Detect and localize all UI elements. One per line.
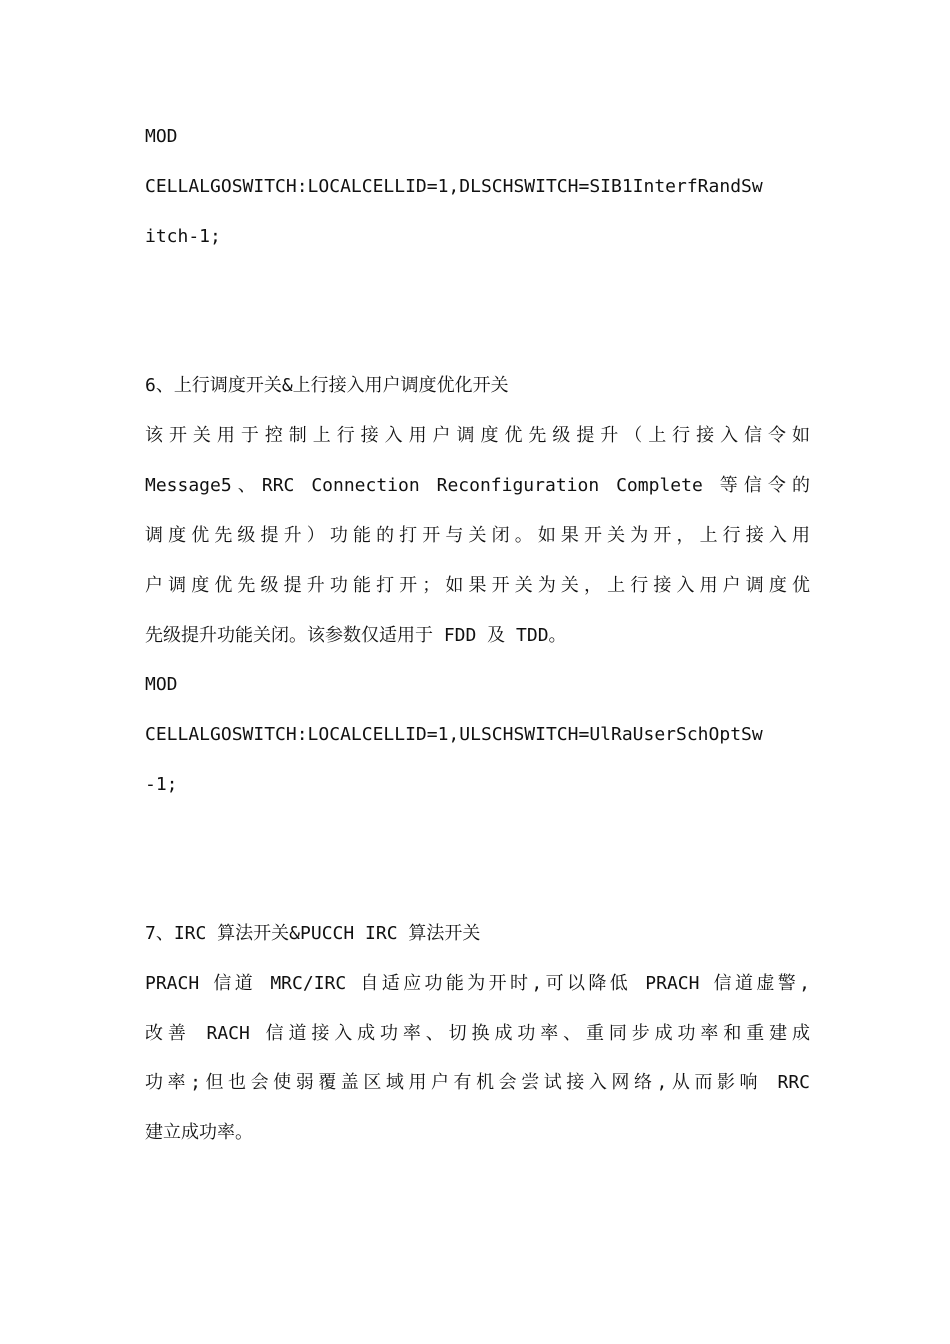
paragraph-line: 功率;但也会使弱覆盖区域用户有机会尝试接入网络,从而影响 RRC — [145, 1072, 810, 1093]
paragraph-line: 该开关用于控制上行接入用户调度优先级提升（上行接入信令如 — [145, 425, 810, 446]
command-text: itch-1; — [145, 226, 221, 247]
paragraph-line: 户调度优先级提升功能打开；如果开关为关，上行接入用户调度优 — [145, 575, 810, 596]
command-keyword: MOD — [145, 674, 178, 695]
paragraph-line: 调度优先级提升）功能的打开与关闭。如果开关为开，上行接入用 — [145, 525, 810, 546]
section-heading: 7、IRC 算法开关&PUCCH IRC 算法开关 — [145, 923, 481, 944]
command-text: CELLALGOSWITCH:LOCALCELLID=1,ULSCHSWITCH=UlRaUserSchOptSw — [145, 724, 763, 745]
section-heading: 6、上行调度开关&上行接入用户调度优化开关 — [145, 375, 509, 396]
paragraph-line: 建立成功率。 — [145, 1122, 253, 1143]
paragraph-line: 改善 RACH 信道接入成功率、切换成功率、重同步成功率和重建成 — [145, 1023, 810, 1044]
command-keyword: MOD — [145, 126, 178, 147]
paragraph-line: Message5、RRC Connection Reconfiguration Complete 等信令的 — [145, 475, 810, 496]
paragraph-line: PRACH 信道 MRC/IRC 自适应功能为开时,可以降低 PRACH 信道虚警, — [145, 973, 810, 994]
command-text: CELLALGOSWITCH:LOCALCELLID=1,DLSCHSWITCH=SIB1InterfRandSw — [145, 176, 763, 197]
paragraph-line: 先级提升功能关闭。该参数仅适用于 FDD 及 TDD。 — [145, 625, 567, 646]
command-text: -1; — [145, 774, 178, 795]
